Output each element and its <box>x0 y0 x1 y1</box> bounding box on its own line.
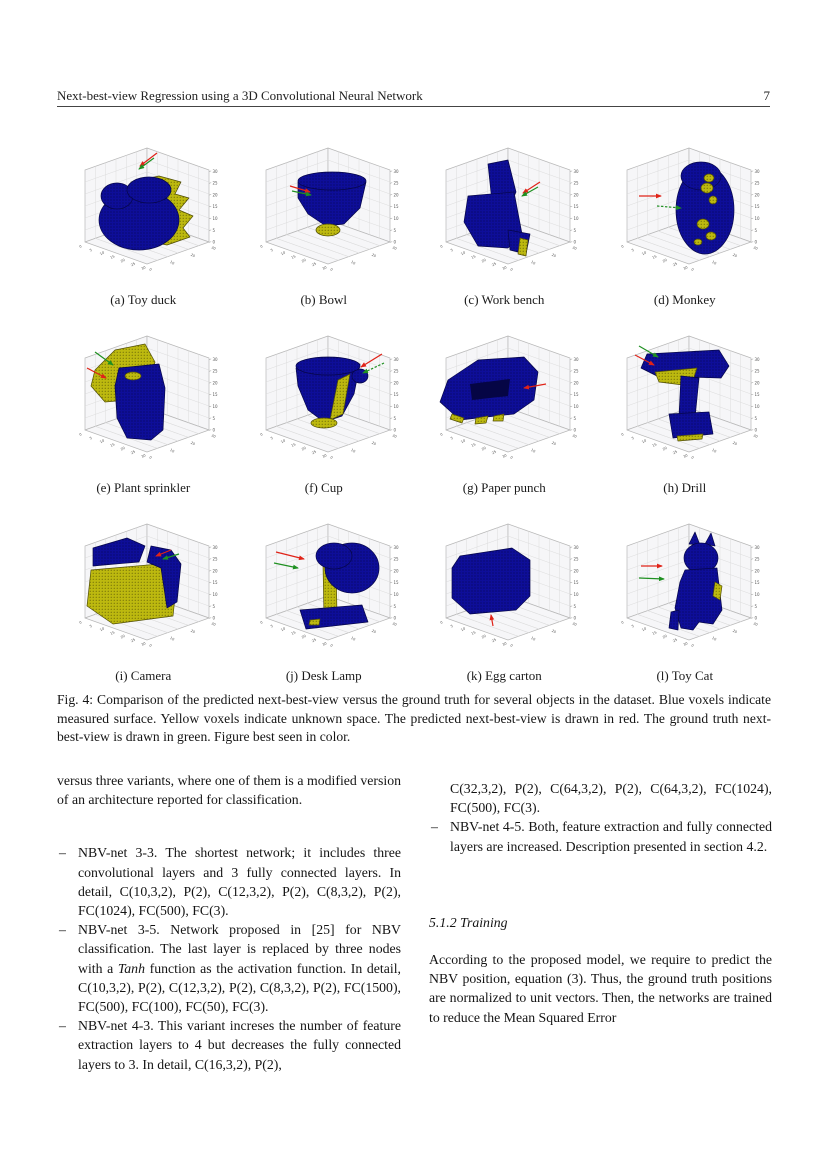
svg-text:20: 20 <box>661 257 668 264</box>
list-item-text: NBV-net 4-3. This variant increses the number of feature extraction layers to 4 but decreases the fully connected layers to 3. In detail, C(16,3,2), P(2), <box>78 1018 401 1072</box>
subfigure-label: (a) Toy duck <box>110 292 177 307</box>
svg-text:10: 10 <box>349 260 356 266</box>
svg-text:0: 0 <box>573 427 577 433</box>
svg-text:5: 5 <box>393 415 396 421</box>
svg-text:10: 10 <box>393 592 399 597</box>
svg-text:20: 20 <box>370 628 377 635</box>
svg-text:25: 25 <box>491 261 498 268</box>
svg-text:20: 20 <box>754 568 760 574</box>
svg-text:10: 10 <box>573 592 579 597</box>
svg-text:10: 10 <box>212 404 218 409</box>
svg-text:5: 5 <box>212 603 216 609</box>
list-dash: – <box>59 845 66 861</box>
svg-text:5: 5 <box>89 247 94 253</box>
svg-text:20: 20 <box>573 380 579 386</box>
svg-text:0: 0 <box>509 455 514 460</box>
svg-text:10: 10 <box>530 260 537 266</box>
svg-text:0: 0 <box>620 620 625 625</box>
svg-text:30: 30 <box>754 356 760 362</box>
svg-text:5: 5 <box>393 227 396 233</box>
svg-text:10: 10 <box>530 636 537 642</box>
svg-text:10: 10 <box>754 404 760 409</box>
svg-text:25: 25 <box>393 180 399 186</box>
svg-text:15: 15 <box>754 392 760 398</box>
svg-text:20: 20 <box>190 440 196 447</box>
svg-text:10: 10 <box>754 592 760 597</box>
svg-text:0: 0 <box>259 244 264 249</box>
svg-text:10: 10 <box>710 636 717 642</box>
svg-text:30: 30 <box>212 544 218 550</box>
svg-text:0: 0 <box>573 615 577 621</box>
svg-text:25: 25 <box>311 261 317 268</box>
svg-text:0: 0 <box>259 620 264 625</box>
svg-text:25: 25 <box>672 261 678 268</box>
svg-text:15: 15 <box>470 254 477 260</box>
svg-text:20: 20 <box>300 257 307 264</box>
svg-text:10: 10 <box>169 260 176 266</box>
svg-text:20: 20 <box>120 445 126 452</box>
voxel-plot <box>240 324 408 472</box>
svg-text:10: 10 <box>754 216 760 221</box>
svg-text:0: 0 <box>754 427 757 433</box>
figure-caption: Fig. 4: Comparison of the predicted next-best-view versus the ground truth for several objects in the dataset. Blue voxels indicate measured surface. Yellow voxels indicate unknown space. The predicted next-best-view is drawn in red. The ground truth next-best-view is drawn in green. Figure best seen in color. <box>57 692 771 745</box>
svg-text:20: 20 <box>393 568 399 574</box>
svg-text:30: 30 <box>321 641 328 647</box>
svg-text:15: 15 <box>651 254 658 260</box>
svg-text:5: 5 <box>269 435 274 441</box>
svg-text:25: 25 <box>491 637 498 644</box>
svg-text:10: 10 <box>212 216 218 221</box>
svg-text:15: 15 <box>470 442 477 448</box>
svg-text:0: 0 <box>78 244 83 249</box>
svg-text:20: 20 <box>300 633 307 640</box>
right-column <box>429 779 772 1027</box>
svg-text:30: 30 <box>391 245 398 251</box>
subfigure <box>240 136 408 324</box>
svg-text:20: 20 <box>190 252 196 259</box>
svg-text:20: 20 <box>551 252 557 259</box>
svg-text:25: 25 <box>754 556 760 562</box>
svg-text:30: 30 <box>210 245 217 251</box>
svg-text:30: 30 <box>752 433 759 439</box>
svg-text:0: 0 <box>690 643 695 648</box>
list-dash: – <box>431 819 438 835</box>
list-item-text: function as the activation function. In detail, C(10,3,2), P(2), C(12,3,2), P(2), C(8,3,2), P(2), FC(1500), FC(500), FC(100), FC(50), FC(3). <box>78 960 401 1015</box>
svg-text:0: 0 <box>439 432 444 437</box>
svg-text:20: 20 <box>481 633 487 640</box>
section-heading: 5.1.2 Training <box>429 914 508 930</box>
subfigure-label: (b) Bowl <box>300 292 348 307</box>
svg-text:30: 30 <box>682 265 689 271</box>
svg-text:0: 0 <box>329 267 334 272</box>
svg-text:10: 10 <box>530 448 537 454</box>
svg-text:15: 15 <box>470 630 477 636</box>
svg-text:5: 5 <box>573 603 577 609</box>
voxel-plot <box>420 136 588 284</box>
svg-text:15: 15 <box>109 630 116 636</box>
svg-text:10: 10 <box>641 626 647 633</box>
svg-text:25: 25 <box>393 368 399 374</box>
figure-grid <box>53 136 775 700</box>
svg-text:0: 0 <box>509 643 514 648</box>
header-rule <box>57 106 770 107</box>
svg-text:0: 0 <box>78 432 83 437</box>
svg-text:5: 5 <box>393 603 396 609</box>
svg-text:15: 15 <box>290 630 297 636</box>
svg-text:10: 10 <box>460 626 467 633</box>
svg-text:20: 20 <box>573 568 579 574</box>
svg-text:20: 20 <box>212 380 218 386</box>
svg-text:25: 25 <box>573 180 579 186</box>
svg-text:30: 30 <box>393 168 399 174</box>
svg-text:5: 5 <box>573 227 577 233</box>
subfigure <box>601 512 769 700</box>
svg-text:20: 20 <box>370 252 377 259</box>
subfigure-label: (c) Work bench <box>464 292 545 307</box>
svg-text:30: 30 <box>321 453 328 459</box>
svg-text:0: 0 <box>690 267 695 272</box>
svg-text:30: 30 <box>682 453 689 459</box>
svg-text:15: 15 <box>290 442 297 448</box>
svg-text:5: 5 <box>754 603 757 609</box>
svg-text:10: 10 <box>280 438 286 445</box>
svg-text:25: 25 <box>754 368 760 374</box>
svg-text:20: 20 <box>393 192 399 198</box>
svg-text:0: 0 <box>148 643 153 648</box>
svg-text:0: 0 <box>439 620 444 625</box>
svg-text:15: 15 <box>109 442 116 448</box>
voxel-plot <box>59 136 227 284</box>
subfigure-label: (l) Toy Cat <box>656 668 714 683</box>
svg-text:20: 20 <box>120 257 126 264</box>
subfigure-label: (j) Desk Lamp <box>285 668 362 683</box>
voxel-plot <box>240 136 408 284</box>
voxel-plot <box>420 324 588 472</box>
svg-text:30: 30 <box>501 453 508 459</box>
svg-text:5: 5 <box>573 415 577 421</box>
svg-text:25: 25 <box>212 368 218 374</box>
list-item-nbvnet-3-3 <box>57 843 401 920</box>
svg-text:25: 25 <box>212 180 218 186</box>
voxel-plot <box>59 324 227 472</box>
svg-text:0: 0 <box>212 615 216 621</box>
svg-text:20: 20 <box>393 380 399 386</box>
svg-text:30: 30 <box>393 356 399 362</box>
svg-text:0: 0 <box>259 432 264 437</box>
svg-text:0: 0 <box>212 427 216 433</box>
svg-text:15: 15 <box>573 392 579 398</box>
page-number: 7 <box>763 88 770 103</box>
svg-text:0: 0 <box>573 239 577 245</box>
svg-text:25: 25 <box>393 556 399 562</box>
svg-text:30: 30 <box>140 641 147 647</box>
subfigure-label: (d) Monkey <box>653 292 716 307</box>
intro-paragraph: versus three variants, where one of them is a modified version of an architecture reported for classification. <box>57 773 401 808</box>
svg-text:5: 5 <box>269 247 274 253</box>
svg-text:20: 20 <box>190 628 196 635</box>
variant-list <box>57 843 401 1073</box>
list-item-text: NBV-net 4-5. Both, feature extraction and fully connected layers are increased. Description presented in section 4.2. <box>450 819 772 854</box>
svg-text:10: 10 <box>460 250 467 257</box>
svg-text:30: 30 <box>571 433 578 439</box>
svg-text:10: 10 <box>169 636 176 642</box>
subfigure <box>59 324 227 512</box>
voxel-plot <box>59 512 227 660</box>
svg-text:25: 25 <box>130 637 137 644</box>
svg-text:30: 30 <box>571 621 578 627</box>
subfigure <box>420 324 588 512</box>
svg-text:5: 5 <box>450 247 455 253</box>
svg-text:0: 0 <box>329 455 334 460</box>
svg-text:15: 15 <box>109 254 116 260</box>
svg-text:10: 10 <box>349 636 356 642</box>
svg-text:30: 30 <box>501 641 508 647</box>
subfigure <box>240 512 408 700</box>
svg-text:30: 30 <box>321 265 328 271</box>
running-title: Next-best-view Regression using a 3D Convolutional Neural Network <box>57 88 423 103</box>
voxel-plot <box>601 324 769 472</box>
svg-text:30: 30 <box>393 544 399 550</box>
svg-text:30: 30 <box>210 433 217 439</box>
svg-text:15: 15 <box>393 204 399 210</box>
subfigure <box>601 324 769 512</box>
svg-text:25: 25 <box>311 637 317 644</box>
svg-text:15: 15 <box>651 630 658 636</box>
svg-text:25: 25 <box>573 556 579 562</box>
svg-text:20: 20 <box>212 568 218 574</box>
svg-text:15: 15 <box>754 204 760 210</box>
svg-text:0: 0 <box>439 244 444 249</box>
svg-text:20: 20 <box>661 445 668 452</box>
svg-text:20: 20 <box>551 628 557 635</box>
svg-text:5: 5 <box>89 435 94 441</box>
svg-text:0: 0 <box>393 427 396 433</box>
svg-text:5: 5 <box>630 623 635 629</box>
svg-text:25: 25 <box>672 449 678 456</box>
svg-text:0: 0 <box>148 267 153 272</box>
svg-text:5: 5 <box>630 247 635 253</box>
svg-text:25: 25 <box>130 261 137 268</box>
subfigure-label: (k) Egg carton <box>466 668 542 683</box>
list-item-nbvnet-4-3 <box>57 1016 401 1074</box>
svg-text:20: 20 <box>731 440 738 447</box>
svg-text:30: 30 <box>682 641 689 647</box>
svg-text:30: 30 <box>391 621 398 627</box>
svg-text:0: 0 <box>754 615 757 621</box>
svg-text:10: 10 <box>710 260 717 266</box>
svg-text:10: 10 <box>460 438 467 445</box>
svg-text:15: 15 <box>290 254 297 260</box>
list-item-nbvnet-4-5 <box>429 817 772 855</box>
svg-text:30: 30 <box>573 544 579 550</box>
svg-text:0: 0 <box>393 239 396 245</box>
svg-text:30: 30 <box>140 265 147 271</box>
svg-text:15: 15 <box>573 580 579 586</box>
svg-text:15: 15 <box>393 580 399 586</box>
list-continuation: C(32,3,2), P(2), C(64,3,2), P(2), C(64,3,2), FC(1024), FC(500), FC(3). <box>450 781 772 816</box>
svg-text:15: 15 <box>573 204 579 210</box>
svg-text:10: 10 <box>349 448 356 454</box>
svg-text:20: 20 <box>551 440 557 447</box>
svg-text:20: 20 <box>754 192 760 198</box>
svg-text:25: 25 <box>672 637 678 644</box>
svg-text:10: 10 <box>393 404 399 409</box>
svg-text:10: 10 <box>710 448 717 454</box>
svg-text:5: 5 <box>212 415 216 421</box>
svg-text:25: 25 <box>491 449 498 456</box>
svg-text:10: 10 <box>99 438 106 445</box>
svg-text:30: 30 <box>573 168 579 174</box>
svg-text:15: 15 <box>651 442 658 448</box>
svg-text:30: 30 <box>140 453 147 459</box>
page-header <box>57 88 770 104</box>
list-item-nbvnet-3-5 <box>57 920 401 1016</box>
svg-text:25: 25 <box>130 449 137 456</box>
voxel-plot <box>601 512 769 660</box>
subfigure <box>240 324 408 512</box>
svg-text:15: 15 <box>212 204 218 210</box>
svg-text:10: 10 <box>573 216 579 221</box>
subfigure-label: (g) Paper punch <box>462 480 546 495</box>
left-column <box>57 771 401 1074</box>
svg-text:30: 30 <box>752 245 759 251</box>
subfigure-label: (f) Cup <box>304 480 343 495</box>
subfigure-label: (i) Camera <box>115 668 172 683</box>
svg-text:20: 20 <box>573 192 579 198</box>
subfigure-label: (h) Drill <box>663 480 707 495</box>
svg-text:5: 5 <box>269 623 274 629</box>
svg-text:30: 30 <box>212 168 218 174</box>
svg-text:20: 20 <box>481 445 487 452</box>
svg-text:0: 0 <box>393 615 396 621</box>
svg-text:0: 0 <box>690 455 695 460</box>
subfigure <box>420 136 588 324</box>
svg-text:5: 5 <box>212 227 216 233</box>
svg-text:5: 5 <box>754 415 757 421</box>
svg-text:30: 30 <box>754 168 760 174</box>
svg-text:10: 10 <box>99 626 106 633</box>
svg-text:10: 10 <box>641 250 647 257</box>
svg-text:0: 0 <box>509 267 514 272</box>
svg-text:5: 5 <box>89 623 94 629</box>
svg-text:0: 0 <box>620 244 625 249</box>
svg-text:20: 20 <box>731 628 738 635</box>
list-item-text: NBV-net 3-5. Network proposed in [25] for NBV classification. The last layer is replaced by three nodes with a <box>78 922 401 976</box>
svg-text:10: 10 <box>573 404 579 409</box>
svg-text:10: 10 <box>393 216 399 221</box>
svg-text:20: 20 <box>661 633 668 640</box>
svg-text:30: 30 <box>391 433 398 439</box>
list-dash: – <box>59 1018 66 1034</box>
svg-text:5: 5 <box>630 435 635 441</box>
svg-text:0: 0 <box>78 620 83 625</box>
svg-text:10: 10 <box>280 250 286 257</box>
subfigure <box>601 136 769 324</box>
svg-text:20: 20 <box>731 252 738 259</box>
svg-text:20: 20 <box>754 380 760 386</box>
svg-text:30: 30 <box>752 621 759 627</box>
svg-text:10: 10 <box>641 438 647 445</box>
svg-text:15: 15 <box>393 392 399 398</box>
svg-text:0: 0 <box>754 239 757 245</box>
svg-text:0: 0 <box>148 455 153 460</box>
list-dash: – <box>59 922 66 938</box>
svg-text:20: 20 <box>370 440 377 447</box>
subfigure-label: (e) Plant sprinkler <box>96 480 191 495</box>
svg-text:25: 25 <box>754 180 760 186</box>
svg-text:20: 20 <box>120 633 126 640</box>
svg-text:5: 5 <box>450 623 455 629</box>
svg-text:30: 30 <box>212 356 218 362</box>
svg-text:10: 10 <box>169 448 176 454</box>
voxel-plot <box>420 512 588 660</box>
svg-text:20: 20 <box>212 192 218 198</box>
svg-text:30: 30 <box>501 265 508 271</box>
svg-text:5: 5 <box>754 227 757 233</box>
training-paragraph: According to the proposed model, we require to predict the NBV position, equation (3). Thus, the ground truth positions are normalized to unit vectors. Then, the networks are trained to reduce the Mean Squared Error <box>429 952 772 1025</box>
svg-text:20: 20 <box>300 445 307 452</box>
svg-text:25: 25 <box>311 449 317 456</box>
svg-text:30: 30 <box>210 621 217 627</box>
svg-text:5: 5 <box>450 435 455 441</box>
svg-text:0: 0 <box>620 432 625 437</box>
svg-text:25: 25 <box>212 556 218 562</box>
svg-text:20: 20 <box>481 257 487 264</box>
voxel-plot <box>601 136 769 284</box>
subfigure <box>59 136 227 324</box>
svg-text:0: 0 <box>329 643 334 648</box>
svg-text:25: 25 <box>573 368 579 374</box>
voxel-plot <box>240 512 408 660</box>
svg-text:30: 30 <box>573 356 579 362</box>
svg-text:15: 15 <box>212 580 218 586</box>
svg-text:10: 10 <box>99 250 106 257</box>
subfigure <box>420 512 588 700</box>
svg-text:30: 30 <box>571 245 578 251</box>
svg-text:15: 15 <box>212 392 218 398</box>
svg-text:10: 10 <box>212 592 218 597</box>
italic-term: Tanh <box>117 960 145 976</box>
svg-text:10: 10 <box>280 626 286 633</box>
list-item-text: NBV-net 3-3. The shortest network; it includes three convolutional layers and 3 fully connected layers. In detail, C(10,3,2), P(2), C(12,3,2), P(2), C(8,3,2), P(2), FC(1024), FC(500), FC(3). <box>78 845 401 919</box>
svg-text:0: 0 <box>212 239 216 245</box>
svg-text:15: 15 <box>754 580 760 586</box>
svg-text:30: 30 <box>754 544 760 550</box>
subfigure <box>59 512 227 700</box>
